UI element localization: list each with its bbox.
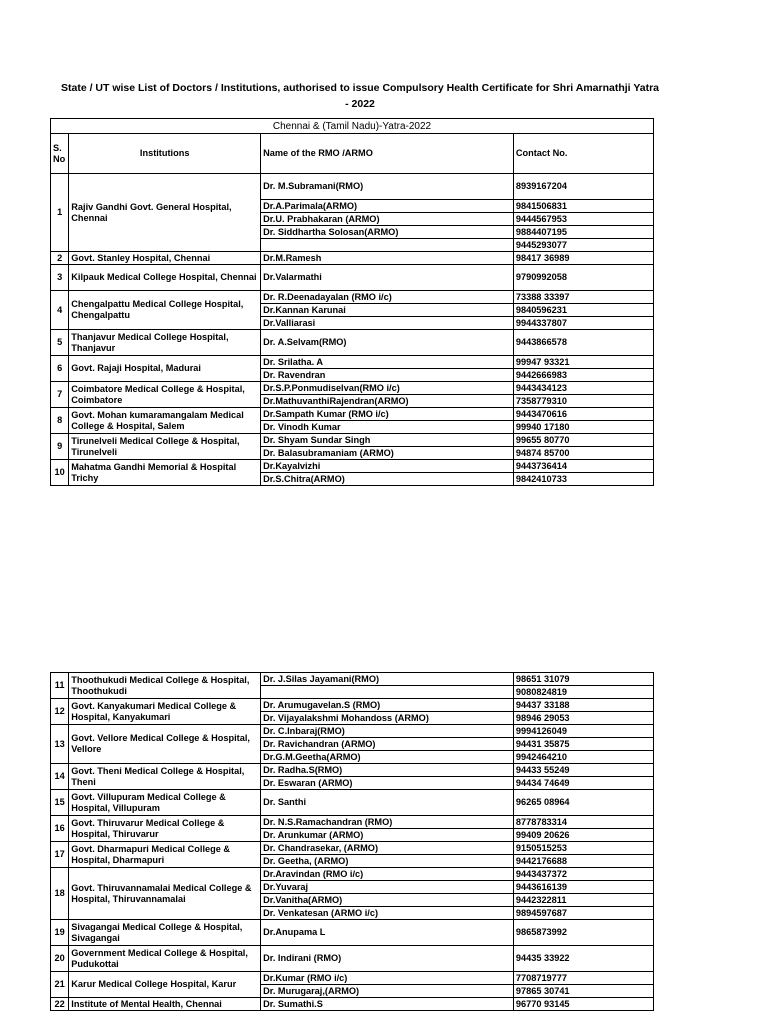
- table-row: [51, 252, 654, 265]
- cell-institution: Chengalpattu Medical College Hospital, Chengalpattu: [69, 291, 261, 330]
- cell-contact-number: 9443616139: [513, 881, 653, 894]
- cell-doctor-name: Dr. Ravichandran (ARMO): [261, 738, 514, 751]
- cell-doctor-name: Dr. Eswaran (ARMO): [261, 777, 514, 790]
- table-row: [51, 174, 654, 200]
- cell-contact-number: 99409 20626: [513, 829, 653, 842]
- cell-doctor-name: Dr. Sumathi.S: [261, 998, 514, 1011]
- table-row: [51, 330, 654, 356]
- cell-institution: Govt. Theni Medical College & Hospital, Theni: [69, 764, 261, 790]
- cell-institution: Govt. Dharmapuri Medical College & Hospital, Dharmapuri: [69, 842, 261, 868]
- cell-doctor-name: Dr.Kumar (RMO i/c): [261, 972, 514, 985]
- cell-doctor-name: Dr.Aravindan (RMO i/c): [261, 868, 514, 881]
- cell-institution: Sivagangai Medical College & Hospital, Sivagangai: [69, 920, 261, 946]
- table-row: [51, 725, 654, 738]
- table-row: [51, 434, 654, 447]
- cell-doctor-name: Dr.G.M.Geetha(ARMO): [261, 751, 514, 764]
- cell-contact-number: 96770 93145: [513, 998, 653, 1011]
- cell-doctor-name: Dr.Kayalvizhi: [261, 460, 514, 473]
- cell-institution: Thanjavur Medical College Hospital, Thanjavur: [69, 330, 261, 356]
- cell-doctor-name: Dr. N.S.Ramachandran (RMO): [261, 816, 514, 829]
- cell-sno: 18: [51, 868, 69, 920]
- cell-contact-number: 9442176688: [513, 855, 653, 868]
- cell-doctor-name: Dr. Vinodh Kumar: [261, 421, 514, 434]
- cell-contact-number: 7358779310: [513, 395, 653, 408]
- cell-contact-number: 9841506831: [513, 200, 653, 213]
- cell-doctor-name: Dr. Indirani (RMO): [261, 946, 514, 972]
- cell-sno: 5: [51, 330, 69, 356]
- table-row: [51, 764, 654, 777]
- cell-sno: 4: [51, 291, 69, 330]
- cell-doctor-name: Dr.M.Ramesh: [261, 252, 514, 265]
- cell-doctor-name: Dr. Balasubramaniam (ARMO): [261, 447, 514, 460]
- cell-institution: Govt. Thiruvarur Medical College & Hospital, Thiruvarur: [69, 816, 261, 842]
- cell-contact-number: 94435 33922: [513, 946, 653, 972]
- cell-institution: Coimbatore Medical College & Hospital, Coimbatore: [69, 382, 261, 408]
- cell-doctor-name: Dr. R.Deenadayalan (RMO i/c): [261, 291, 514, 304]
- cell-doctor-name: Dr. Siddhartha Solosan(ARMO): [261, 226, 514, 239]
- table-row: [51, 460, 654, 473]
- cell-institution: Government Medical College & Hospital, Pudukottai: [69, 946, 261, 972]
- cell-contact-number: 9442322811: [513, 894, 653, 907]
- cell-sno: 20: [51, 946, 69, 972]
- cell-sno: 15: [51, 790, 69, 816]
- table-row: [51, 673, 654, 686]
- cell-contact-number: 9994126049: [513, 725, 653, 738]
- cell-sno: 17: [51, 842, 69, 868]
- cell-contact-number: 9865873992: [513, 920, 653, 946]
- cell-sno: 22: [51, 998, 69, 1011]
- cell-contact-number: 99655 80770: [513, 434, 653, 447]
- cell-doctor-name: Dr. Radha.S(RMO): [261, 764, 514, 777]
- cell-contact-number: 7708719777: [513, 972, 653, 985]
- cell-contact-number: 9790992058: [513, 265, 653, 291]
- cell-doctor-name: Dr.MathuvanthiRajendran(ARMO): [261, 395, 514, 408]
- cell-institution: Thoothukudi Medical College & Hospital, Thoothukudi: [69, 673, 261, 699]
- cell-contact-number: 94874 85700: [513, 447, 653, 460]
- cell-sno: 6: [51, 356, 69, 382]
- table-row: [51, 356, 654, 369]
- cell-institution: Govt. Kanyakumari Medical College & Hospital, Kanyakumari: [69, 699, 261, 725]
- cell-doctor-name: Dr.Sampath Kumar (RMO i/c): [261, 408, 514, 421]
- cell-doctor-name: Dr.S.Chitra(ARMO): [261, 473, 514, 486]
- cell-contact-number: 9840596231: [513, 304, 653, 317]
- cell-sno: 2: [51, 252, 69, 265]
- doctors-table-2: [50, 672, 654, 1011]
- cell-contact-number: 9442666983: [513, 369, 653, 382]
- cell-sno: 21: [51, 972, 69, 998]
- cell-institution: Govt. Vellore Medical College & Hospital, Vellore: [69, 725, 261, 764]
- table-body-1: [51, 174, 654, 486]
- table-row: [51, 946, 654, 972]
- cell-contact-number: 94434 74649: [513, 777, 653, 790]
- cell-institution: Institute of Mental Health, Chennai: [69, 998, 261, 1011]
- cell-contact-number: 9894597687: [513, 907, 653, 920]
- table-row: [51, 790, 654, 816]
- table-row: [51, 868, 654, 881]
- cell-doctor-name: Dr. Santhi: [261, 790, 514, 816]
- cell-contact-number: 9842410733: [513, 473, 653, 486]
- cell-contact-number: 9150515253: [513, 842, 653, 855]
- header-institutions: Institutions: [69, 134, 261, 174]
- cell-institution: Govt. Stanley Hospital, Chennai: [69, 252, 261, 265]
- cell-institution: Govt. Mohan kumaramangalam Medical College & Hospital, Salem: [69, 408, 261, 434]
- cell-sno: 3: [51, 265, 69, 291]
- cell-doctor-name: Dr.Kannan Karunai: [261, 304, 514, 317]
- table-row: [51, 842, 654, 855]
- cell-institution: Rajiv Gandhi Govt. General Hospital, Chennai: [69, 174, 261, 252]
- cell-doctor-name: Dr.Vanitha(ARMO): [261, 894, 514, 907]
- cell-doctor-name: Dr. Venkatesan (ARMO i/c): [261, 907, 514, 920]
- cell-sno: 8: [51, 408, 69, 434]
- cell-contact-number: 9444567953: [513, 213, 653, 226]
- cell-doctor-name: Dr. M.Subramani(RMO): [261, 174, 514, 200]
- cell-contact-number: 73388 33397: [513, 291, 653, 304]
- cell-contact-number: 99947 93321: [513, 356, 653, 369]
- cell-sno: 13: [51, 725, 69, 764]
- cell-institution: Karur Medical College Hospital, Karur: [69, 972, 261, 998]
- cell-sno: 7: [51, 382, 69, 408]
- cell-sno: 14: [51, 764, 69, 790]
- table-row: [51, 920, 654, 946]
- cell-institution: Govt. Villupuram Medical College & Hospital, Villupuram: [69, 790, 261, 816]
- cell-doctor-name: Dr.A.Parimala(ARMO): [261, 200, 514, 213]
- cell-doctor-name: Dr.Valliarasi: [261, 317, 514, 330]
- cell-contact-number: 9443866578: [513, 330, 653, 356]
- cell-doctor-name: Dr.Valarmathi: [261, 265, 514, 291]
- cell-contact-number: 96265 08964: [513, 790, 653, 816]
- table-row: [51, 291, 654, 304]
- table-body-2: [51, 673, 654, 1011]
- cell-doctor-name: [261, 239, 514, 252]
- cell-institution: Govt. Thiruvannamalai Medical College & Hospital, Thiruvannamalai: [69, 868, 261, 920]
- cell-contact-number: 9443434123: [513, 382, 653, 395]
- table-row: [51, 699, 654, 712]
- cell-doctor-name: Dr.S.P.Ponmudiselvan(RMO i/c): [261, 382, 514, 395]
- cell-institution: Kilpauk Medical College Hospital, Chennai: [69, 265, 261, 291]
- cell-doctor-name: Dr. C.Inbaraj(RMO): [261, 725, 514, 738]
- cell-contact-number: 9080824819: [513, 686, 653, 699]
- cell-contact-number: 9884407195: [513, 226, 653, 239]
- cell-contact-number: 94431 35875: [513, 738, 653, 751]
- cell-doctor-name: Dr.U. Prabhakaran (ARMO): [261, 213, 514, 226]
- doctors-table-1: [50, 118, 654, 486]
- cell-doctor-name: Dr. Chandrasekar, (ARMO): [261, 842, 514, 855]
- header-contact: Contact No.: [513, 134, 653, 174]
- cell-contact-number: 94437 33188: [513, 699, 653, 712]
- header-rmo: Name of the RMO /ARMO: [261, 134, 514, 174]
- cell-contact-number: 9942464210: [513, 751, 653, 764]
- cell-sno: 19: [51, 920, 69, 946]
- header-sno: S. No: [51, 134, 69, 174]
- cell-sno: 12: [51, 699, 69, 725]
- cell-doctor-name: Dr. Srilatha. A: [261, 356, 514, 369]
- cell-contact-number: 98651 31079: [513, 673, 653, 686]
- table-row: [51, 972, 654, 985]
- cell-institution: Govt. Rajaji Hospital, Madurai: [69, 356, 261, 382]
- cell-doctor-name: Dr. Shyam Sundar Singh: [261, 434, 514, 447]
- cell-doctor-name: Dr. J.Silas Jayamani(RMO): [261, 673, 514, 686]
- cell-contact-number: 9944337807: [513, 317, 653, 330]
- table-row: [51, 265, 654, 291]
- cell-sno: 9: [51, 434, 69, 460]
- cell-doctor-name: Dr. Vijayalakshmi Mohandoss (ARMO): [261, 712, 514, 725]
- cell-doctor-name: Dr. Ravendran: [261, 369, 514, 382]
- cell-doctor-name: [261, 686, 514, 699]
- cell-sno: 10: [51, 460, 69, 486]
- cell-contact-number: 8778783314: [513, 816, 653, 829]
- table-row: [51, 382, 654, 395]
- cell-sno: 1: [51, 174, 69, 252]
- cell-institution: Mahatma Gandhi Memorial & Hospital Trichy: [69, 460, 261, 486]
- page-title: State / UT wise List of Doctors / Institutions, authorised to issue Compulsory Health Certificate for Shri Amarnathji Yatra - 2022: [60, 82, 660, 110]
- cell-contact-number: 99940 17180: [513, 421, 653, 434]
- cell-doctor-name: Dr. A.Selvam(RMO): [261, 330, 514, 356]
- cell-doctor-name: Dr. Geetha, (ARMO): [261, 855, 514, 868]
- cell-contact-number: 97865 30741: [513, 985, 653, 998]
- cell-doctor-name: Dr.Yuvaraj: [261, 881, 514, 894]
- cell-contact-number: 8939167204: [513, 174, 653, 200]
- cell-doctor-name: Dr. Arumugavelan.S (RMO): [261, 699, 514, 712]
- cell-institution: Tirunelveli Medical College & Hospital, Tirunelveli: [69, 434, 261, 460]
- table-row: [51, 816, 654, 829]
- cell-contact-number: 9445293077: [513, 239, 653, 252]
- cell-contact-number: 9443470616: [513, 408, 653, 421]
- cell-doctor-name: Dr. Arunkumar (ARMO): [261, 829, 514, 842]
- table-subtitle: Chennai & (Tamil Nadu)-Yatra-2022: [51, 119, 654, 134]
- cell-sno: 11: [51, 673, 69, 699]
- cell-contact-number: 9443736414: [513, 460, 653, 473]
- cell-contact-number: 98946 29053: [513, 712, 653, 725]
- cell-contact-number: 98417 36989: [513, 252, 653, 265]
- cell-contact-number: 94433 55249: [513, 764, 653, 777]
- cell-contact-number: 9443437372: [513, 868, 653, 881]
- cell-doctor-name: Dr. Murugaraj,(ARMO): [261, 985, 514, 998]
- cell-doctor-name: Dr.Anupama L: [261, 920, 514, 946]
- table-row: [51, 408, 654, 421]
- table-row: [51, 998, 654, 1011]
- cell-sno: 16: [51, 816, 69, 842]
